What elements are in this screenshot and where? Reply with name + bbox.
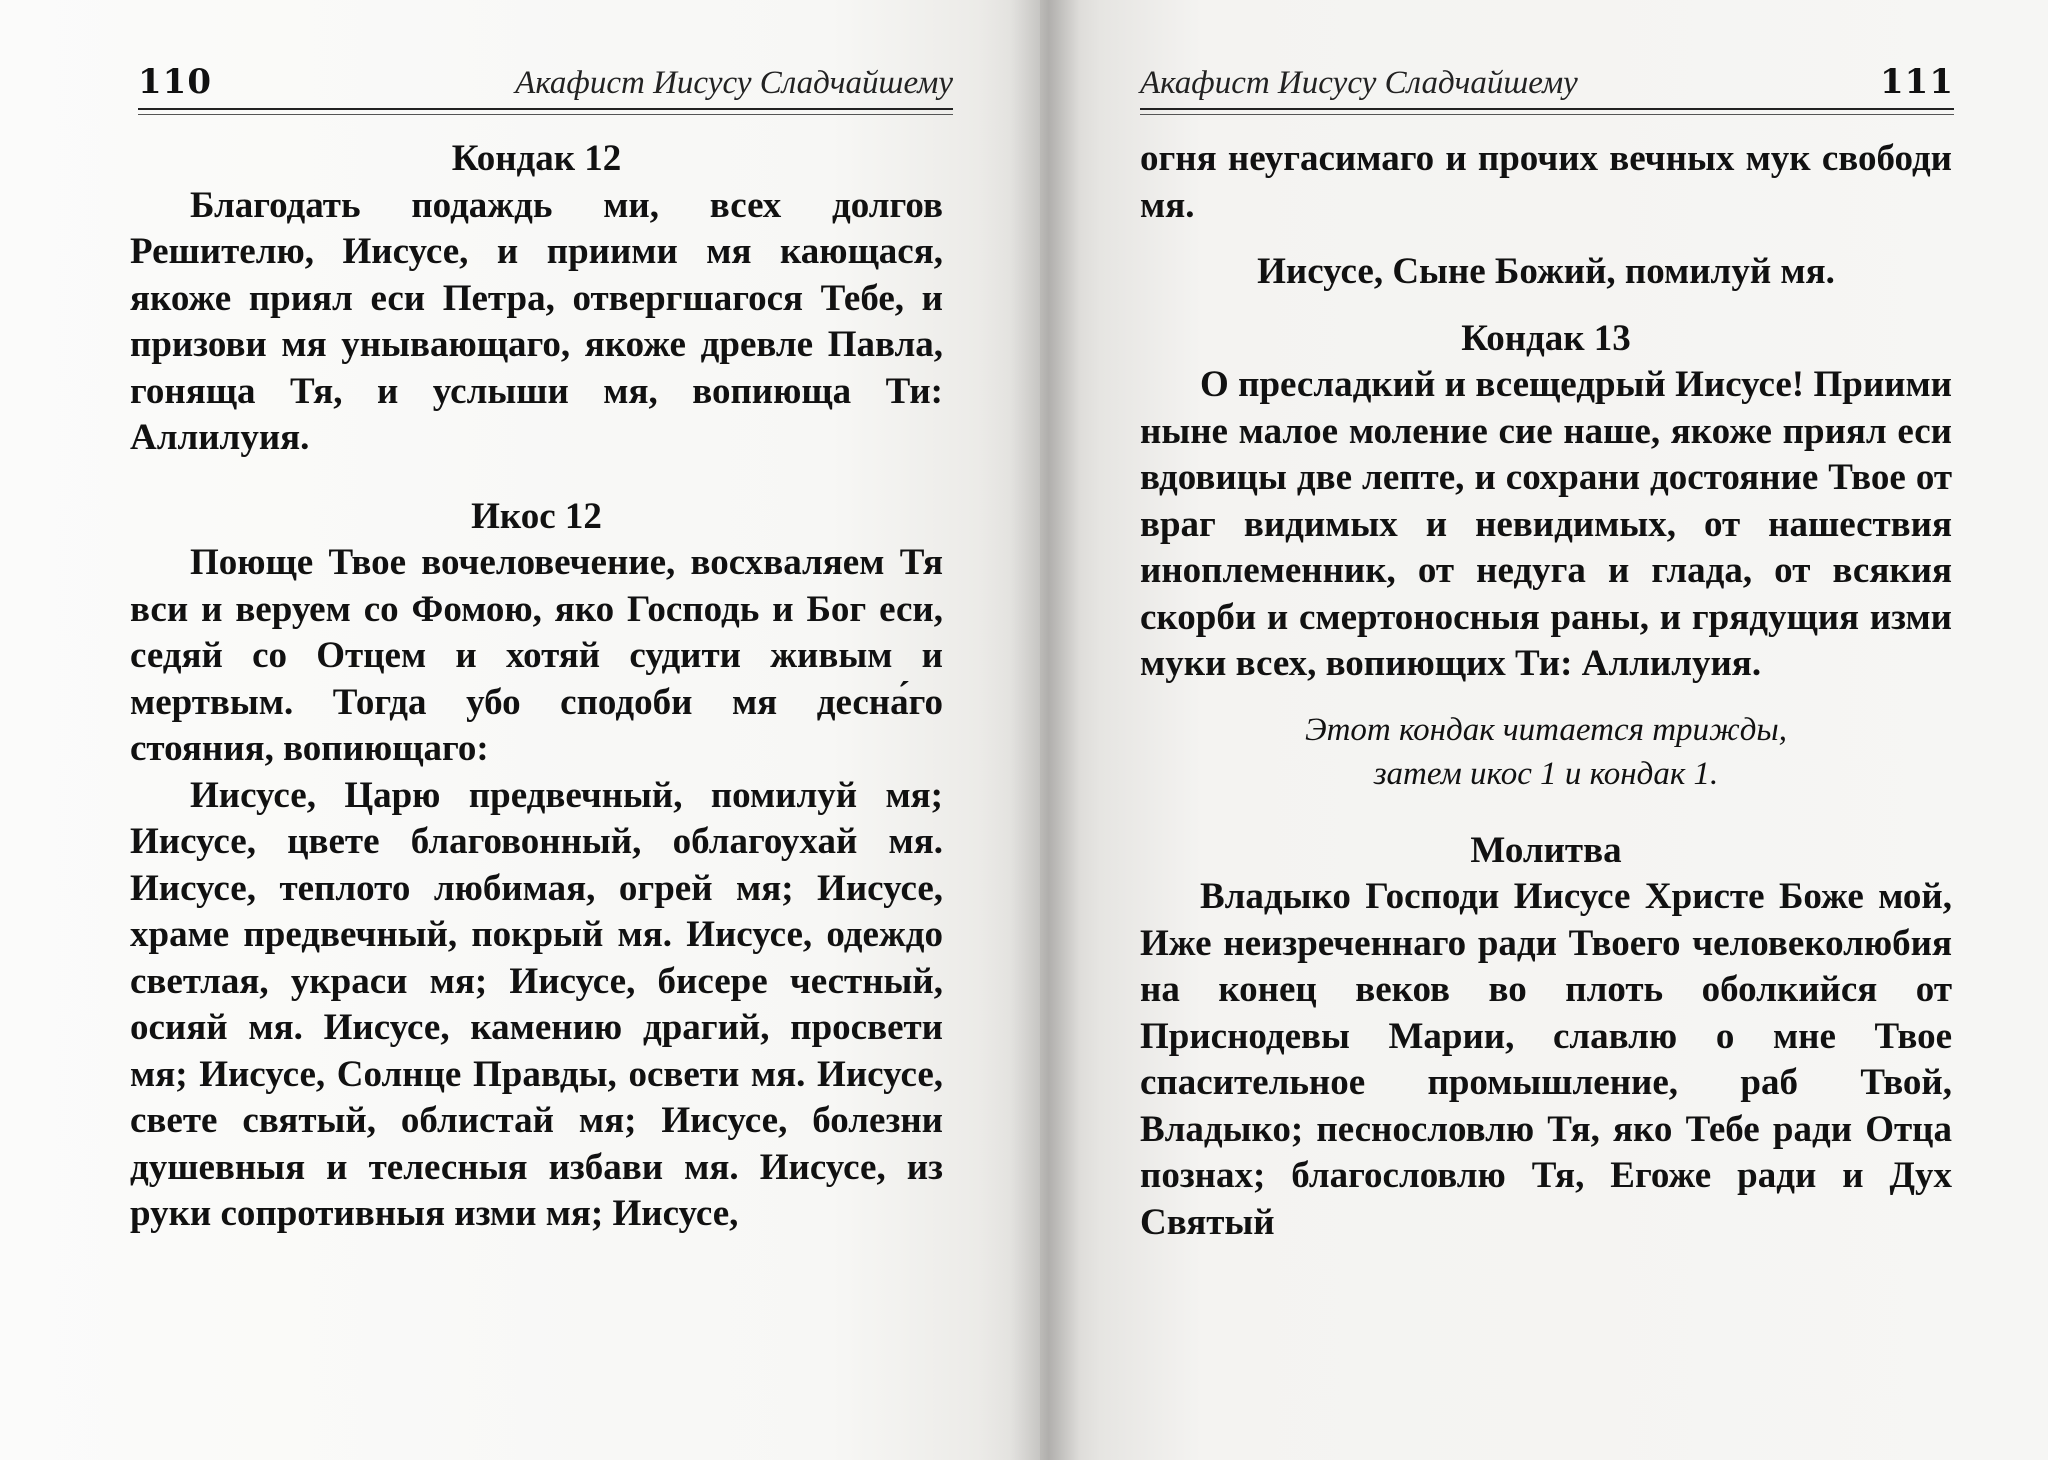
left-page-body (130, 136, 943, 1238)
left-page-header (138, 56, 953, 110)
ikos-12-continuation: огня неугасимаго и прочих вечных мук свободи мя. (1140, 138, 1952, 226)
kondak-12-heading: Кондак 12 (451, 138, 622, 179)
kondak-12-text: Благодать подаждь ми, всех долгов Решителю, Иисусе, и приими мя кающася, якоже приял еси Петра, отвергшагося Тебе, и призови мя унывающаго, якоже древле Павла, гоняща Тя, и услыши мя, вопиюща Ти: Аллилуия. (130, 184, 943, 458)
refrain: Иисусе, Сыне Божий, помилуй мя. (1257, 251, 1835, 292)
kondak-13-heading: Кондак 13 (1461, 317, 1631, 359)
page-number: 110 (138, 62, 212, 102)
running-title: Акафист Иисусу Сладчайшему (1140, 65, 1578, 101)
kondak-13-text: О пресладкий и всещедрый Иисусе! Приими ныне малое моление сие наше, якоже приял еси вдовицы две лепте, и сохрани достояние Твое от враг видимых и невидимых, от нашествия иноплеменник, от недуга и глада, от всякия скорби и смертоносныя раны, и грядущия изми муки всех, вопиющих Ти: Аллилуия. (1140, 364, 1952, 684)
right-page-body (1140, 136, 1952, 1246)
page-number: 111 (1880, 62, 1954, 102)
running-title: Акафист Иисусу Сладчайшему (515, 65, 953, 101)
rubric-line-1: Этот кондак читается трижды, (1304, 711, 1788, 748)
prayer-text: Владыко Господи Иисусе Христе Боже мой, Иже неизреченнаго ради Твоего человеколюбия на конец веков во плоть оболкийся от Приснодевы Марии, славлю о мне Твое спасительное промышление, раб Твой, Владыко; песнословлю Тя, яко Тебе ради Отца познах; благословлю Тя, Егоже ради и Дух Святый (1140, 876, 1952, 1243)
ikos-12-text: Поюще Твое вочеловечение, восхваляем Тя вси и веруем со Фомою, яко Господь и Бог еси, седяй со Отцем и хотяй судити живым и мертвым. Тогда убо сподоби мя десна́го стояния, вопиющаго: (130, 542, 943, 769)
ikos-12-heading: Икос 12 (471, 495, 602, 537)
right-page-header (1140, 56, 1954, 110)
prayer-heading: Молитва (1470, 829, 1622, 871)
rubric-line-2: затем икос 1 и кондак 1. (1373, 755, 1719, 792)
ikos-12-invocations: Иисусе, Царю предвечный, помилуй мя; Иисусе, цвете благовонный, облагоухай мя. Иисусе, теплото любимая, огрей мя; Иисусе, храме предвечный, покрый мя. Иисусе, одеждо светлая, украси мя; Иисусе, бисере честный, осияй мя. Иисусе, камению драгий, просвети мя; Иисусе, Солнце Правды, освети мя. Иисусе, свете святый, облистай мя; Иисусе, болезни душевныя и телесныя избави мя. Иисусе, из руки сопротивныя изми мя; Иисусе, (130, 774, 943, 1234)
right-page (1040, 0, 2048, 1460)
